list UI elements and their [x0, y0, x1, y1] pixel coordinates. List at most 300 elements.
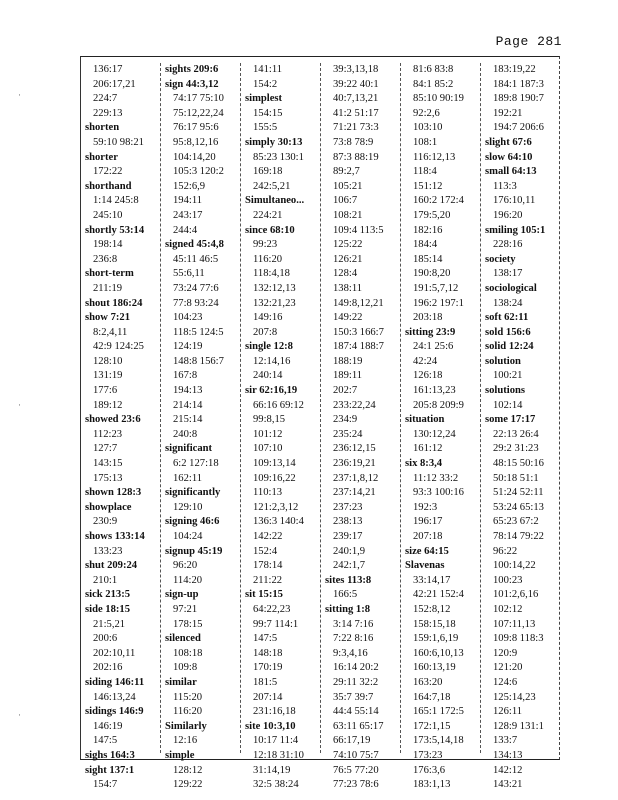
index-reference: 11:12 33:2	[413, 472, 459, 484]
index-reference: 132:12,13	[253, 282, 296, 294]
index-reference: 24:1 25:6	[413, 341, 454, 353]
index-reference: 75:12,22,24	[173, 107, 224, 119]
index-term: solid 12:24	[485, 341, 534, 353]
index-term: sighs 164:3	[85, 749, 135, 761]
index-reference: 207:8	[253, 326, 278, 338]
index-reference: 196:17	[413, 516, 443, 528]
index-reference: 154:7	[93, 779, 118, 791]
index-reference: 138:17	[493, 268, 523, 280]
index-reference: 170:19	[253, 662, 283, 674]
index-reference: 134:13	[493, 749, 523, 761]
index-term: show 7:21	[85, 312, 131, 324]
index-reference: 161:13,23	[413, 385, 456, 397]
index-reference: 192:3	[413, 501, 438, 513]
index-reference: 207:18	[413, 531, 443, 542]
index-reference: 109:8 118:3	[493, 633, 544, 645]
index-reference: 31:14,19	[253, 764, 291, 776]
index-reference: 203:18	[413, 312, 443, 324]
index-term: sitting 1:8	[325, 603, 371, 615]
index-reference: 32:5 38:24	[253, 779, 299, 791]
index-reference: 96:20	[173, 560, 198, 572]
index-term: sights 209:6	[165, 64, 219, 75]
index-term: siding 146:11	[85, 676, 145, 688]
index-reference: 77:8 93:24	[173, 297, 219, 309]
index-term: sight 137:1	[85, 764, 135, 776]
index-term: sick 213:5	[85, 589, 131, 601]
index-reference: 108:21	[333, 209, 363, 221]
index-reference: 66:17,19	[333, 735, 371, 747]
index-reference: 172:1,15	[413, 720, 451, 732]
index-reference: 238:13	[333, 516, 363, 528]
index-reference: 236:8	[93, 253, 118, 265]
index-term: shorten	[85, 122, 120, 134]
index-reference: 116:20	[253, 253, 283, 265]
index-reference: 89:2,7	[333, 166, 360, 178]
index-reference: 39:3,13,18	[333, 64, 379, 75]
index-term: six 8:3,4	[405, 458, 443, 470]
index-reference: 108:1	[413, 136, 438, 148]
index-term: showplace	[85, 501, 132, 513]
index-term: Similarly	[165, 720, 207, 732]
index-column-2	[161, 63, 241, 791]
index-reference: 169:18	[253, 166, 283, 178]
index-columns	[81, 63, 561, 791]
index-term: sites 113:8	[325, 574, 372, 586]
index-reference: 242:5,21	[253, 180, 291, 192]
index-reference: 81:6 83:8	[413, 64, 454, 75]
index-reference: 97:21	[173, 603, 198, 615]
index-term: sold 156:6	[485, 326, 531, 338]
index-reference: 150:3 166:7	[333, 326, 384, 338]
index-reference: 207:14	[253, 691, 283, 703]
index-reference: 152:4	[253, 545, 278, 557]
index-reference: 118:4	[413, 166, 437, 178]
index-reference: 73:8 78:9	[333, 136, 374, 148]
index-reference: 202:7	[333, 385, 358, 397]
index-reference: 29:11 32:2	[333, 676, 379, 688]
index-reference: 74:10 75:7	[333, 749, 379, 761]
index-reference: 85:10 90:19	[413, 93, 464, 105]
index-reference: 66:16 69:12	[253, 399, 304, 411]
index-reference: 189:12	[93, 399, 123, 411]
index-reference: 124:6	[493, 676, 518, 688]
index-reference: 109:16,22	[253, 472, 296, 484]
index-column-1	[81, 63, 161, 791]
index-reference: 9:3,4,16	[333, 647, 368, 659]
index-term: sign 44:3,12	[165, 78, 219, 90]
index-reference: 73:24 77:6	[173, 282, 219, 294]
index-reference: 233:22,24	[333, 399, 376, 411]
index-reference: 185:14	[413, 253, 443, 265]
index-reference: 210:1	[93, 574, 118, 586]
index-term: significant	[165, 443, 213, 455]
index-reference: 116:12,13	[413, 151, 456, 163]
index-column-3	[241, 63, 321, 791]
index-term: signed 45:4,8	[165, 239, 224, 251]
index-reference: 166:5	[333, 589, 358, 601]
index-reference: 100:14,22	[493, 560, 536, 572]
index-term: signup 45:19	[165, 545, 223, 557]
index-reference: 84:1 85:2	[413, 78, 454, 90]
index-reference: 115:20	[173, 691, 203, 703]
index-term: size 64:15	[405, 545, 449, 557]
index-reference: 133:7	[493, 735, 518, 747]
index-term: sociological	[485, 282, 537, 294]
index-reference: 12:14,16	[253, 355, 291, 367]
index-reference: 176:10,11	[493, 195, 536, 207]
index-reference: 48:15 50:16	[493, 458, 544, 470]
index-term: sign-up	[165, 589, 199, 601]
index-reference: 190:8,20	[413, 268, 451, 280]
index-reference: 155:5	[253, 122, 278, 134]
index-reference: 101:12	[253, 428, 283, 440]
index-reference: 110:13	[253, 487, 283, 499]
index-reference: 59:10 98:21	[93, 136, 144, 148]
index-reference: 211:22	[253, 574, 283, 586]
index-reference: 6:2 127:18	[173, 458, 219, 470]
index-reference: 53:24 65:13	[493, 501, 544, 513]
index-reference: 109:4 113:5	[333, 224, 384, 236]
index-reference: 175:13	[93, 472, 123, 484]
page-number: Page 281	[495, 34, 562, 49]
index-reference: 143:21	[493, 779, 523, 791]
index-reference: 16:14 20:2	[333, 662, 379, 674]
index-reference: 184:1 187:3	[493, 78, 544, 90]
index-reference: 109:13,14	[253, 458, 296, 470]
index-reference: 236:12,15	[333, 443, 376, 455]
index-reference: 99:7 114:1	[253, 618, 299, 630]
index-term: shortly 53:14	[85, 224, 145, 236]
index-reference: 200:6	[93, 633, 118, 645]
index-reference: 104:14,20	[173, 151, 216, 163]
index-reference: 100:23	[493, 574, 523, 586]
index-reference: 136:3 140:4	[253, 516, 304, 528]
index-reference: 230:9	[93, 516, 118, 528]
index-reference: 39:22 40:1	[333, 78, 379, 90]
index-reference: 1:14 245:8	[93, 195, 139, 207]
index-term: simply 30:13	[245, 136, 303, 148]
index-reference: 100:21	[493, 370, 523, 382]
index-reference: 191:5,7,12	[413, 282, 459, 294]
index-reference: 146:13,24	[93, 691, 136, 703]
index-reference: 106:7	[333, 195, 358, 207]
index-reference: 102:12	[493, 603, 523, 615]
index-reference: 236:19,21	[333, 458, 376, 470]
index-term: shown 128:3	[85, 487, 142, 499]
index-reference: 202:16	[93, 662, 123, 674]
index-reference: 194:11	[173, 195, 203, 207]
index-reference: 149:8,12,21	[333, 297, 384, 309]
index-term: shout 186:24	[85, 297, 143, 309]
index-reference: 12:16	[173, 735, 198, 747]
index-term: shorthand	[85, 180, 132, 192]
index-reference: 196:2 197:1	[413, 297, 464, 309]
index-reference: 231:16,18	[253, 706, 296, 718]
index-term: slight 67:6	[485, 136, 532, 148]
index-term: short-term	[85, 268, 134, 280]
index-reference: 194:7 206:6	[493, 122, 544, 134]
index-term: smiling 105:1	[485, 224, 546, 236]
index-reference: 158:15,18	[413, 618, 456, 630]
scan-artifact: ·	[18, 400, 21, 410]
index-reference: 104:24	[173, 531, 203, 542]
index-column-5	[401, 63, 481, 791]
index-reference: 129:10	[173, 501, 203, 513]
index-term: signing 46:6	[165, 516, 220, 528]
index-term: sit 15:15	[245, 589, 283, 601]
index-reference: 152:6,9	[173, 180, 206, 192]
index-reference: 189:8 190:7	[493, 93, 544, 105]
index-reference: 55:6,11	[173, 268, 205, 280]
index-term: sitting 23:9	[405, 326, 456, 338]
index-reference: 143:15	[93, 458, 123, 470]
index-reference: 109:8	[173, 662, 198, 674]
index-reference: 114:20	[173, 574, 203, 586]
index-reference: 29:2 31:23	[493, 443, 539, 455]
index-reference: 178:14	[253, 560, 283, 572]
index-reference: 224:7	[93, 93, 118, 105]
index-reference: 126:18	[413, 370, 443, 382]
index-reference: 224:21	[253, 209, 283, 221]
index-reference: 133:23	[93, 545, 123, 557]
index-reference: 76:5 77:20	[333, 764, 379, 776]
index-reference: 148:8 156:7	[173, 355, 224, 367]
index-reference: 182:16	[413, 224, 443, 236]
index-reference: 240:1,9	[333, 545, 366, 557]
index-reference: 142:22	[253, 531, 283, 542]
index-reference: 202:10,11	[93, 647, 136, 659]
index-reference: 101:2,6,16	[493, 589, 539, 601]
index-term: small 64:13	[485, 166, 537, 178]
index-reference: 35:7 39:7	[333, 691, 374, 703]
index-reference: 154:2	[253, 78, 278, 90]
index-reference: 107:11,13	[493, 618, 536, 630]
index-term: situation	[405, 414, 445, 426]
index-reference: 138:11	[333, 282, 363, 294]
index-term: solutions	[485, 385, 526, 397]
index-reference: 237:1,8,12	[333, 472, 379, 484]
index-reference: 104:23	[173, 312, 203, 324]
index-reference: 22:13 26:4	[493, 428, 539, 440]
index-reference: 113:3	[493, 180, 517, 192]
index-reference: 187:4 188:7	[333, 341, 384, 353]
index-term: society	[485, 253, 516, 265]
index-reference: 179:5,20	[413, 209, 451, 221]
index-reference: 87:3 88:19	[333, 151, 379, 163]
index-reference: 95:8,12,16	[173, 136, 219, 148]
index-reference: 120:9	[493, 647, 518, 659]
index-reference: 149:16	[253, 312, 283, 324]
index-reference: 173:5,14,18	[413, 735, 464, 747]
index-reference: 126:21	[333, 253, 363, 265]
index-reference: 21:5,21	[93, 618, 126, 630]
index-reference: 167:8	[173, 370, 198, 382]
index-term: showed 23:6	[85, 414, 141, 426]
index-reference: 42:21 152:4	[413, 589, 464, 601]
index-reference: 44:4 55:14	[333, 706, 379, 718]
index-reference: 3:14 7:16	[333, 618, 374, 630]
index-reference: 42:24	[413, 355, 438, 367]
index-term: similar	[165, 676, 197, 688]
index-term: shows 133:14	[85, 531, 145, 542]
index-reference: 93:3 100:16	[413, 487, 464, 499]
index-term: site 10:3,10	[245, 720, 296, 732]
index-reference: 205:8 209:9	[413, 399, 464, 411]
index-reference: 132:21,23	[253, 297, 296, 309]
index-reference: 65:23 67:2	[493, 516, 539, 528]
index-reference: 198:14	[93, 239, 123, 251]
scan-artifact: ·	[18, 90, 21, 100]
index-reference: 183:19,22	[493, 64, 536, 75]
index-reference: 127:7	[93, 443, 118, 455]
index-reference: 147:5	[253, 633, 278, 645]
index-reference: 237:14,21	[333, 487, 376, 499]
index-reference: 242:1,7	[333, 560, 366, 572]
index-term: silenced	[165, 633, 201, 645]
index-reference: 165:1 172:5	[413, 706, 464, 718]
index-reference: 161:12	[413, 443, 443, 455]
index-column-4	[321, 63, 401, 791]
index-reference: 51:24 52:11	[493, 487, 544, 499]
index-reference: 189:11	[333, 370, 363, 382]
index-reference: 237:23	[333, 501, 363, 513]
index-reference: 194:13	[173, 385, 203, 397]
index-term: Simultaneo...	[245, 195, 305, 207]
index-reference: 192:21	[493, 107, 523, 119]
index-reference: 128:12	[173, 764, 203, 776]
index-reference: 126:11	[493, 706, 523, 718]
index-term: simplest	[245, 93, 283, 105]
index-reference: 92:2,6	[413, 107, 440, 119]
index-reference: 76:17 95:6	[173, 122, 219, 134]
index-reference: 42:9 124:25	[93, 341, 144, 353]
index-reference: 160:13,19	[413, 662, 456, 674]
index-reference: 41:2 51:17	[333, 107, 379, 119]
index-term: sir 62:16,19	[245, 385, 298, 397]
index-reference: 128:9 131:1	[493, 720, 544, 732]
index-reference: 172:22	[93, 166, 123, 178]
index-term: soft 62:11	[485, 312, 529, 324]
index-reference: 243:17	[173, 209, 203, 221]
index-reference: 164:7,18	[413, 691, 451, 703]
index-reference: 162:11	[173, 472, 203, 484]
index-reference: 142:12	[493, 764, 523, 776]
index-term: slow 64:10	[485, 151, 533, 163]
index-term: single 12:8	[245, 341, 293, 353]
index-reference: 77:23 78:6	[333, 779, 379, 791]
index-reference: 118:4,18	[253, 268, 290, 280]
index-reference: 206:17,21	[93, 78, 136, 90]
index-reference: 152:8,12	[413, 603, 451, 615]
index-reference: 147:5	[93, 735, 118, 747]
index-reference: 160:6,10,13	[413, 647, 464, 659]
index-reference: 244:4	[173, 224, 198, 236]
index-term: side 18:15	[85, 603, 131, 615]
index-reference: 138:24	[493, 297, 523, 309]
index-reference: 125:14,23	[493, 691, 536, 703]
index-reference: 196:20	[493, 209, 523, 221]
index-reference: 183:1,13	[413, 779, 451, 791]
index-reference: 177:6	[93, 385, 118, 397]
index-term: significantly	[165, 487, 221, 499]
index-reference: 74:17 75:10	[173, 93, 224, 105]
index-reference: 160:2 172:4	[413, 195, 464, 207]
index-term: some 17:17	[485, 414, 536, 426]
index-reference: 214:14	[173, 399, 203, 411]
index-reference: 108:18	[173, 647, 203, 659]
index-term: simple	[165, 749, 195, 761]
index-reference: 215:14	[173, 414, 203, 426]
index-term: Slavenas	[405, 560, 445, 572]
index-column-6	[481, 63, 561, 791]
index-reference: 99:8,15	[253, 414, 286, 426]
index-reference: 173:23	[413, 749, 443, 761]
index-reference: 181:5	[253, 676, 278, 688]
index-reference: 211:19	[93, 282, 123, 294]
index-reference: 128:4	[333, 268, 358, 280]
index-reference: 154:15	[253, 107, 283, 119]
index-reference: 105:21	[333, 180, 363, 192]
index-reference: 40:7,13,21	[333, 93, 379, 105]
index-reference: 235:24	[333, 428, 363, 440]
index-reference: 85:23 130:1	[253, 151, 304, 163]
index-term: sidings 146:9	[85, 706, 144, 718]
index-reference: 71:21 73:3	[333, 122, 379, 134]
index-reference: 240:14	[253, 370, 283, 382]
index-reference: 33:14,17	[413, 574, 451, 586]
index-reference: 128:10	[93, 355, 123, 367]
index-reference: 107:10	[253, 443, 283, 455]
index-reference: 131:19	[93, 370, 123, 382]
index-reference: 176:3,6	[413, 764, 446, 776]
index-reference: 118:5 124:5	[173, 326, 224, 338]
index-reference: 136:17	[93, 64, 123, 75]
index-reference: 163:20	[413, 676, 443, 688]
index-term: shorter	[85, 151, 118, 163]
index-reference: 7:22 8:16	[333, 633, 374, 645]
index-reference: 130:12,24	[413, 428, 456, 440]
index-reference: 64:22,23	[253, 603, 291, 615]
index-reference: 178:15	[173, 618, 203, 630]
scan-artifact: ·	[18, 710, 21, 720]
index-reference: 239:17	[333, 531, 363, 542]
index-reference: 8:2,4,11	[93, 326, 128, 338]
index-reference: 159:1,6,19	[413, 633, 459, 645]
index-reference: 99:23	[253, 239, 278, 251]
index-reference: 45:11 46:5	[173, 253, 219, 265]
index-term: shut 209:24	[85, 560, 138, 572]
index-term: solution	[485, 355, 521, 367]
index-reference: 151:12	[413, 180, 443, 192]
index-reference: 141:11	[253, 64, 283, 75]
index-page-frame	[80, 56, 560, 791]
index-reference: 121:2,3,12	[253, 501, 299, 513]
index-reference: 240:8	[173, 428, 198, 440]
index-reference: 184:4	[413, 239, 438, 251]
index-term: since 68:10	[245, 224, 295, 236]
index-reference: 124:19	[173, 341, 203, 353]
index-reference: 105:3 120:2	[173, 166, 224, 178]
index-reference: 103:10	[413, 122, 443, 134]
index-reference: 12:18 31:10	[253, 749, 304, 761]
index-reference: 234:9	[333, 414, 358, 426]
index-reference: 188:19	[333, 355, 363, 367]
index-reference: 146:19	[93, 720, 123, 732]
index-reference: 50:18 51:1	[493, 472, 539, 484]
index-reference: 125:22	[333, 239, 363, 251]
index-reference: 228:16	[493, 239, 523, 251]
index-reference: 102:14	[493, 399, 523, 411]
